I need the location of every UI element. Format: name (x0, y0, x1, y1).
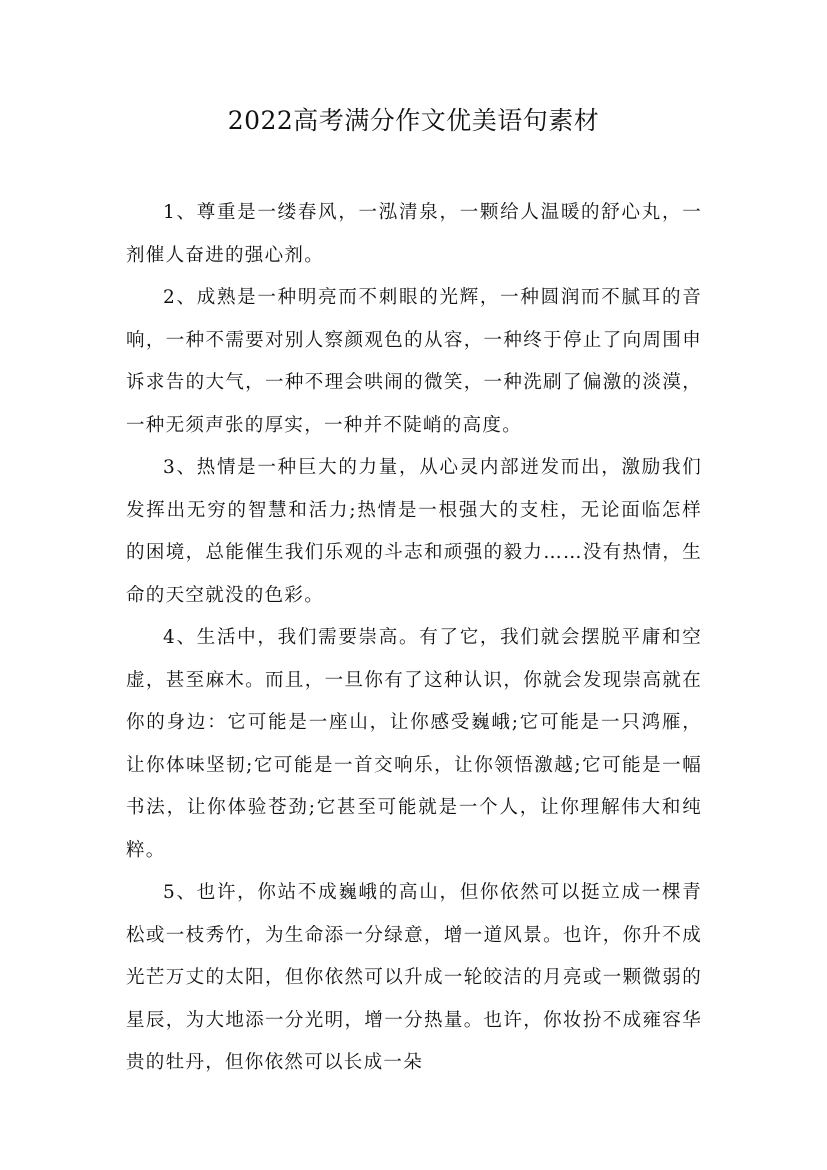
document-body (126, 192, 702, 1085)
paragraph-3: 3、热情是一种巨大的力量，从心灵内部迸发而出，激励我们发挥出无穷的智慧和活力;热情是一根强大的支柱，无论面临怎样的困境，总能催生我们乐观的斗志和顽强的毅力……没有热情，生命的天空就没的色彩。 (126, 457, 702, 606)
paragraph-1: 1、尊重是一缕春风，一泓清泉，一颗给人温暖的舒心丸，一剂催人奋进的强心剂。 (126, 202, 702, 266)
paragraph-4: 4、生活中，我们需要崇高。有了它，我们就会摆脱平庸和空虚，甚至麻木。而且，一旦你有了这种认识，你就会发现崇高就在你的身边：它可能是一座山，让你感受巍峨;它可能是一只鸿雁，让你体味坚韧;它可能是一首交响乐，让你领悟激越;它可能是一幅书法，让你体验苍劲;它甚至可能就是一个人，让你理解伟大和纯粹。 (126, 627, 702, 861)
paragraph-5: 5、也许，你站不成巍峨的高山，但你依然可以挺立成一棵青松或一枝秀竹，为生命添一分绿意，增一道风景。也许，你升不成光芒万丈的太阳，但你依然可以升成一轮皎洁的月亮或一颗微弱的星辰，为大地添一分光明，增一分热量。也许，你妆扮不成雍容华贵的牡丹，但你依然可以长成一朵 (126, 882, 702, 1073)
document-title: 2022高考满分作文优美语句素材 (227, 106, 600, 135)
paragraph-2: 2、成熟是一种明亮而不刺眼的光辉，一种圆润而不腻耳的音响，一种不需要对别人察颜观色的从容，一种终于停止了向周围申诉求告的大气，一种不理会哄闹的微笑，一种洗刷了偏激的淡漠，一种无须声张的厚实，一种并不陡峭的高度。 (126, 287, 702, 436)
